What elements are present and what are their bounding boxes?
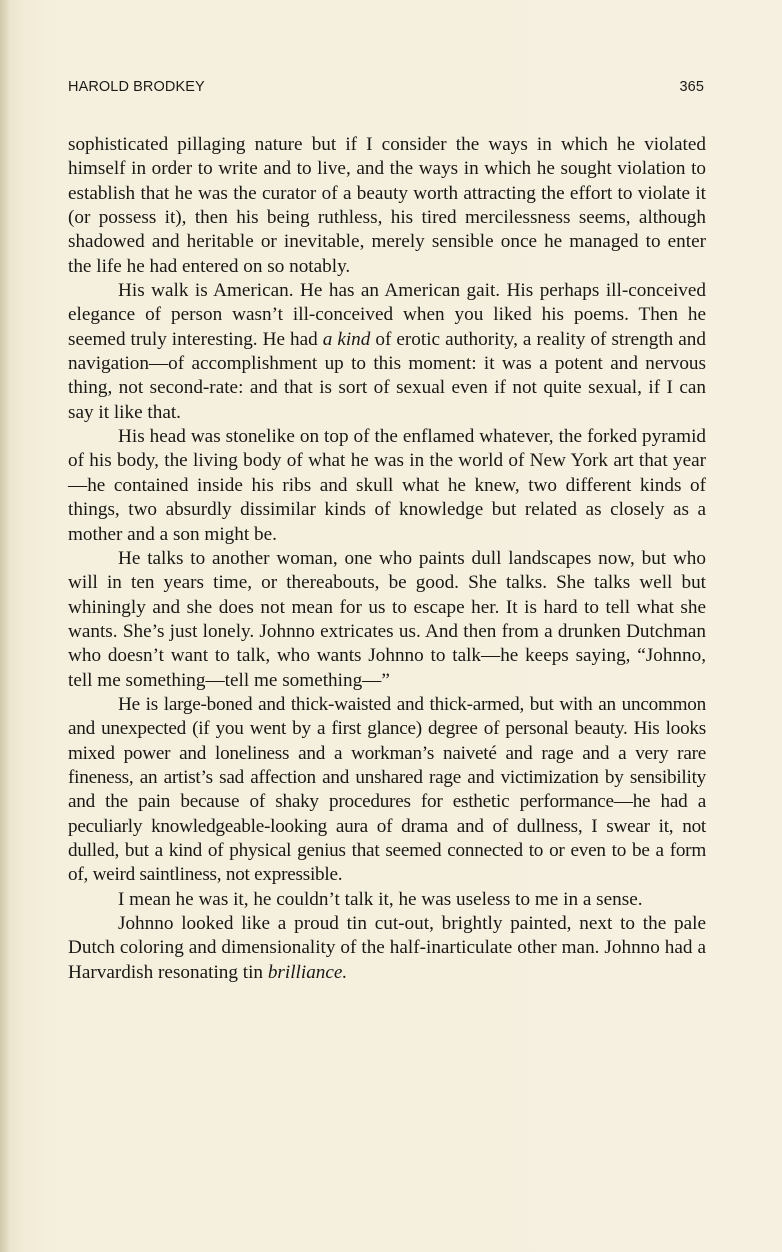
page-number: 365 <box>679 79 704 95</box>
running-head-author: HAROLD BRODKEY <box>68 79 205 95</box>
paragraph-1 <box>68 133 706 279</box>
paragraph-6-text: I mean he was it, he couldn’t talk it, he was useless to me in a sense. <box>118 888 643 910</box>
body-text <box>68 133 706 985</box>
paragraph-2-text-start: His walk is American. He has an American gait. His perhaps ill-conceived elegance of person wasn’t ill-conceived when you liked his poems. Then he seemed truly interesting. He had <box>68 280 706 350</box>
paragraph-1-text: sophisticated pillaging nature but if I consider the ways in which he violated himself in order to write and to live, and the ways in which he sought violation to establish that he was the curator of a beauty worth attracting the effort to violate it (or possess it), then his being ruthless, his tired mercilessness seems, although shadowed and heritable or inevitable, merely sensible once he managed to enter the life he had entered on so notably. <box>68 134 706 277</box>
paragraph-2-text-end: of erotic authority, a reality of strength and navigation—of accomplishment up to this moment: it was a potent and nervous thing, not second-rate: and that is sort of sexual even if not quite sexual, if I can say it like that. <box>68 328 706 423</box>
paragraph-2-italic-phrase: a kind <box>322 328 371 350</box>
gutter-shadow <box>0 0 10 1252</box>
paragraph-4 <box>68 547 706 693</box>
paragraph-6 <box>68 888 706 912</box>
paragraph-7-text: Johnno looked like a proud tin cut-out, brightly painted, next to the pale Dutch coloring and dimensionality of the half-inarticulate other man. Johnno had a Harvardish resonating tin <box>68 913 706 983</box>
paragraph-3 <box>68 425 706 547</box>
paragraph-2 <box>68 279 706 425</box>
paragraph-7-italic-word: brilliance. <box>267 961 348 983</box>
paragraph-7 <box>68 912 706 985</box>
paragraph-3-text: His head was stonelike on top of the enflamed whatever, the forked pyramid of his body, the living body of what he was in the world of New York art that year—he contained inside his ribs and skull what he knew, two different kinds of things, two absurdly dissimilar kinds of knowledge but related as closely as a mother and a son might be. <box>68 426 706 545</box>
paragraph-5 <box>68 693 706 888</box>
paragraph-5-text: He is large-boned and thick-waisted and thick-armed, but with an uncommon and unexpected (if you went by a first glance) degree of personal beauty. His looks mixed power and loneliness and a workman’s naiveté and rage and a very rare fineness, an artist’s sad affection and unshared rage and victimization by sensibility and the pain because of shaky procedures for esthetic performance—he had a peculiarly knowledgeable-looking aura of drama and of dullness, I swear it, not dulled, but a kind of physical genius that seemed connected to or even to be a form of, weird saintliness, not expressible. <box>68 693 706 886</box>
paragraph-4-text: He talks to another woman, one who paints dull landscapes now, but who will in ten years time, or thereabouts, be good. She talks. She talks well but whiningly and she does not mean for us to escape her. It is hard to tell what she wants. She’s just lonely. Johnno extricates us. And then from a drunken Dutchman who doesn’t want to talk, who wants Johnno to talk—he keeps saying, “Johnno, tell me something—tell me something—” <box>68 547 706 691</box>
running-head <box>68 79 704 99</box>
